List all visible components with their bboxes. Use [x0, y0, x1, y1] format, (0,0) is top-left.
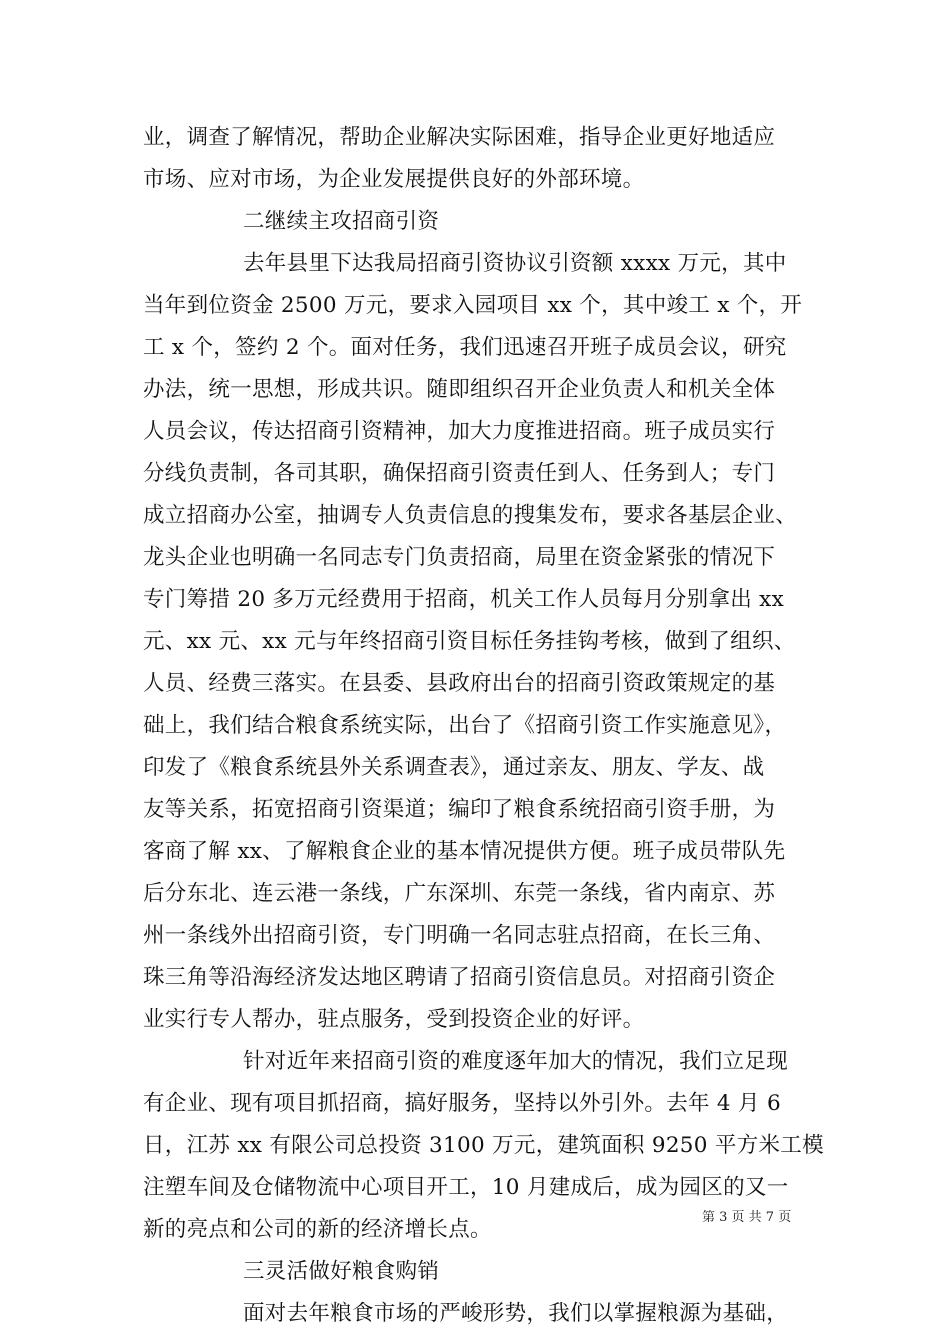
text-line: 人员、经费三落实。在县委、县政府出台的招商引资政策规定的基	[143, 671, 776, 696]
text-line: 业实行专人帮办，驻点服务，受到投资企业的好评。	[143, 1007, 645, 1032]
text-line: 础上，我们结合粮食系统实际，出台了《招商引资工作实施意见》，	[143, 713, 787, 738]
text-line: 州一条线外出招商引资，专门明确一名同志驻点招商，在长三角、	[143, 923, 776, 948]
text-line: 印发了《粮食系统县外关系调查表》，通过亲友、朋友、学友、战	[143, 755, 765, 780]
text-line: 注塑车间及仓储物流中心项目开工，10 月建成后，成为园区的又一	[143, 1175, 789, 1200]
page-number: 第 3 页 共 7 页	[702, 1210, 792, 1225]
text-line: 珠三角等沿海经济发达地区聘请了招商引资信息员。对招商引资企	[143, 965, 776, 990]
text-line: 日，江苏 xx 有限公司总投资 3100 万元，建筑面积 9250 平方米工模	[143, 1133, 824, 1158]
text-line: 工 x 个，签约 2 个。面对任务，我们迅速召开班子成员会议，研究	[143, 335, 787, 360]
text-line: 分线负责制，各司其职，确保招商引资责任到人、任务到人；专门	[143, 461, 776, 486]
text-line: 新的亮点和公司的新的经济增长点。	[143, 1217, 492, 1242]
text-line: 针对近年来招商引资的难度逐年加大的情况，我们立足现	[243, 1049, 789, 1074]
text-line: 去年县里下达我局招商引资协议引资额 xxxx 万元，其中	[243, 251, 787, 276]
text-line: 后分东北、连云港一条线，广东深圳、东莞一条线，省内南京、苏	[143, 881, 776, 906]
text-line: 业，调查了解情况，帮助企业解决实际困难，指导企业更好地适应	[143, 125, 776, 150]
text-line: 办法，统一思想，形成共识。随即组织召开企业负责人和机关全体	[143, 377, 776, 402]
text-line: 客商了解 xx、了解粮食企业的基本情况提供方便。班子成员带队先	[143, 839, 786, 864]
text-line: 当年到位资金 2500 万元，要求入园项目 xx 个，其中竣工 x 个，开	[143, 293, 803, 318]
text-line: 龙头企业也明确一名同志专门负责招商，局里在资金紧张的情况下	[143, 545, 776, 570]
body-text	[143, 117, 824, 1335]
text-line: 元、xx 元、xx 元与年终招商引资目标任务挂钩考核，做到了组织、	[143, 629, 796, 654]
section-heading: 二继续主攻招商引资	[243, 209, 440, 234]
text-line: 成立招商办公室，抽调专人负责信息的搜集发布，要求各基层企业、	[143, 503, 798, 528]
text-line: 专门筹措 20 多万元经费用于招商，机关工作人员每月分别拿出 xx	[143, 587, 785, 612]
text-line: 人员会议，传达招商引资精神，加大力度推进招商。班子成员实行	[143, 419, 776, 444]
text-line: 面对去年粮食市场的严峻形势，我们以掌握粮源为基础，	[243, 1301, 789, 1326]
text-line: 市场、应对市场，为企业发展提供良好的外部环境。	[143, 167, 645, 192]
text-line: 友等关系，拓宽招商引资渠道；编印了粮食系统招商引资手册，为	[143, 797, 776, 822]
text-line: 有企业、现有项目抓招商，搞好服务，坚持以外引外。去年 4 月 6	[143, 1091, 781, 1116]
section-heading: 三灵活做好粮食购销	[243, 1259, 440, 1284]
